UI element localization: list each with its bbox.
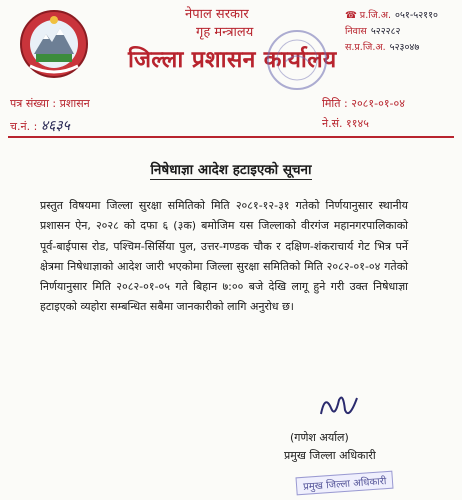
office-seal-icon (265, 28, 329, 92)
signatory-name: (गणेश अर्याल) (290, 431, 349, 444)
contact-row (345, 8, 438, 24)
signatory-title: प्रमुख जिल्ला अधिकारी (284, 449, 376, 462)
notice-heading (0, 159, 462, 178)
government-name: नेपाल सरकार (185, 7, 249, 22)
contact-value: ५२२२८२ (370, 26, 401, 37)
notice-heading-text: निषेधाज्ञा आदेश हटाइएको सूचना (150, 162, 312, 178)
dispatch-label: च.नं. : (10, 120, 38, 133)
contact-label: निवास (344, 26, 367, 37)
dispatch-number (10, 116, 70, 135)
letter-date: मिति : २०८१-०१-०४ (322, 97, 405, 110)
dispatch-value: ४६३५ (40, 118, 70, 134)
notice-body: प्रस्तुत विषयमा जिल्ला सुरक्षा समितिको मिति २०८१-१२-३१ गतेको निर्णयानुसार स्थानीय प्रशासन ऐन, २०२८ को दफा ६ (३क) बमोजिम यस जिल्लाको वीरगंज महानगरपालिकाको पूर्व-बाईपास रोड, पश्चिम-सिर्सिया पुल, उत्तर-गण्डक चौक र दक्षिण-शंकराचार्य गेट भित्र पर्ने क्षेत्रमा निषेधाज्ञाको आदेश जारी भएकोमा जिल्ला सुरक्षा समितिको मिति २०८२-०१-०४ गतेको निर्णयानुसार मिति २०८२-०१-०५ गते बिहान ७:०० बजे देखि लागू हुने गरी उक्त निषेधाज्ञा हटाइएको व्यहोरा सम्बन्धित सबैमा जानकारीको लागि अनुरोध छ। (40, 199, 408, 314)
contact-row (345, 40, 438, 56)
ministry-name: गृह मन्त्रालय (196, 25, 254, 40)
signature-mark (315, 390, 363, 422)
letter-number: पत्र संख्या : प्रशासन (10, 97, 90, 110)
office-title: जिल्ला प्रशासन कार्यालय (128, 47, 337, 73)
nepal-emblem-icon (16, 8, 92, 80)
contact-label: ☎ प्र.जि.अ. (344, 10, 392, 21)
designation-stamp: प्रमुख जिल्ला अधिकारी (295, 471, 393, 496)
nepal-sambat-year: ने.सं. ११४५ (322, 117, 369, 130)
contact-value: ०५१-५२११० (395, 10, 438, 21)
contact-value: ५२३०४७ (389, 42, 420, 53)
header-divider (8, 136, 454, 138)
contact-label: स.प्र.जि.अ. (344, 42, 386, 53)
contact-block (345, 8, 438, 56)
contact-row (345, 24, 438, 40)
